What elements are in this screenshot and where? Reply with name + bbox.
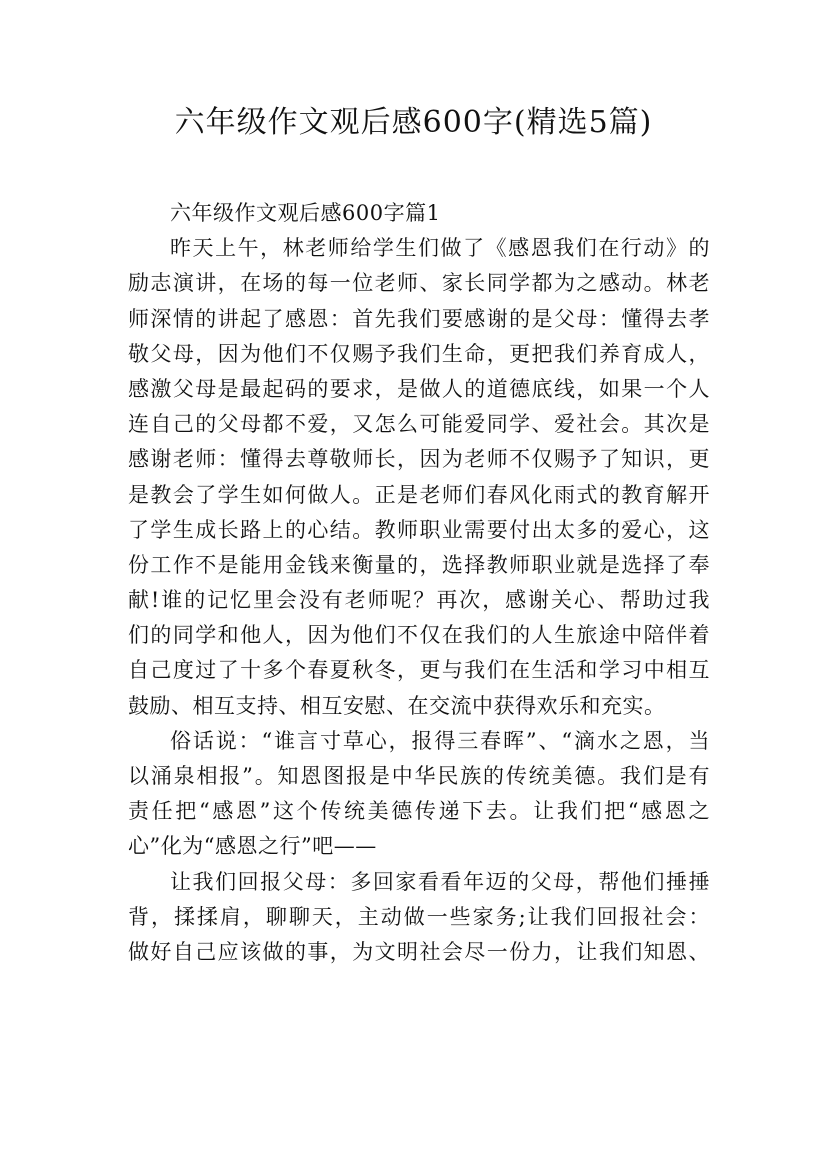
- section-heading: 六年级作文观后感600字篇1: [170, 201, 441, 225]
- text-line: 是教会了学生如何做人。正是老师们春风化雨式的教育解开: [128, 482, 710, 507]
- text-line: 责任把“感恩”这个传统美德传递下去。让我们把“感恩之: [128, 799, 710, 824]
- text-line: 励志演讲，在场的每一位老师、家长同学都为之感动。林老: [128, 271, 710, 296]
- text-line: 份工作不是能用金钱来衡量的，选择教师职业就是选择了奉: [128, 552, 710, 577]
- text-line: 鼓励、相互支持、相互安慰、在交流中获得欢乐和充实。: [128, 693, 666, 718]
- text-line: 感激父母是最起码的要求，是做人的道德底线，如果一个人: [128, 376, 710, 401]
- text-line: 俗话说：“谁言寸草心，报得三春晖”、“滴水之恩，当: [170, 728, 710, 753]
- text-line: 们的同学和他人，因为他们不仅在我们的人生旅途中陪伴着: [128, 623, 710, 648]
- document-body: [128, 196, 710, 970]
- text-line: 让我们回报父母：多回家看看年迈的父母，帮他们捶捶: [170, 869, 710, 894]
- text-line: 献!谁的记忆里会没有老师呢？再次，感谢关心、帮助过我: [128, 588, 710, 613]
- text-line: 以涌泉相报”。知恩图报是中华民族的传统美德。我们是有: [128, 764, 710, 788]
- text-line: 心”化为“感恩之行”吧——: [128, 834, 377, 859]
- text-line: 了学生成长路上的心结。教师职业需要付出太多的爱心，这: [128, 517, 710, 542]
- document-title: 六年级作文观后感600字(精选5篇): [174, 105, 653, 140]
- text-line: 自己度过了十多个春夏秋冬，更与我们在生活和学习中相互: [128, 658, 710, 683]
- text-line: 背，揉揉肩，聊聊天，主动做一些家务;让我们回报社会：: [128, 904, 710, 929]
- text-line: 连自己的父母都不爱，又怎么可能爱同学、爱社会。其次是: [128, 412, 710, 437]
- text-line: 感谢老师：懂得去尊敬师长，因为老师不仅赐予了知识，更: [128, 447, 710, 472]
- text-line: 师深情的讲起了感恩：首先我们要感谢的是父母：懂得去孝: [128, 306, 710, 331]
- text-line: 做好自己应该做的事，为文明社会尽一份力，让我们知恩、: [128, 939, 710, 964]
- text-line: 敬父母，因为他们不仅赐予我们生命，更把我们养育成人，: [128, 341, 710, 366]
- text-line: 昨天上午，林老师给学生们做了《感恩我们在行动》的: [170, 236, 710, 261]
